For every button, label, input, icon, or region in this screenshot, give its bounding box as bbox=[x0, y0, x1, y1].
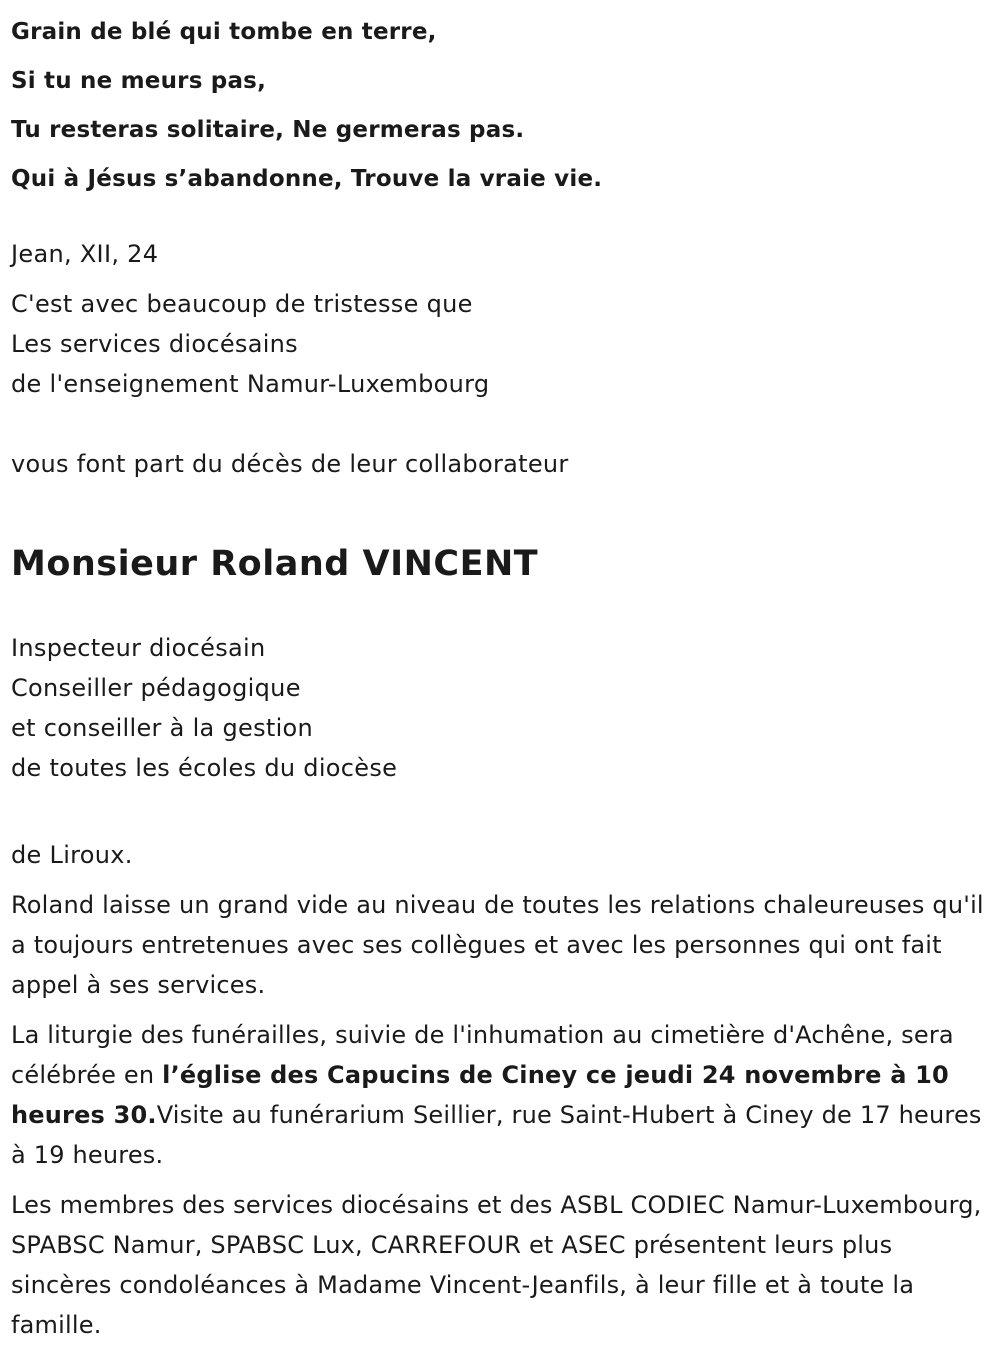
intro-block bbox=[11, 284, 991, 404]
verse-reference: Jean, XII, 24 bbox=[11, 240, 159, 268]
role-line-1: Inspecteur diocésain bbox=[11, 634, 266, 662]
roles-block bbox=[11, 628, 991, 788]
condolences-paragraph: Les membres des services diocésains et des ASBL CODIEC Namur-Luxembourg, SPABSC Namur, SPABSC Lux, CARREFOUR et ASEC présentent leurs plus sincères condoléances à Madame Vincent-Jeanfils, à leur fille et à toute la famille. bbox=[11, 1191, 982, 1339]
tribute-paragraph: Roland laisse un grand vide au niveau de toutes les relations chaleureuses qu'il a toujours entretenues avec ses collègues et avec les personnes qui ont fait appel à ses services. bbox=[11, 891, 984, 999]
verse-line-3: Tu resteras solitaire, Ne germeras pas. bbox=[11, 117, 525, 143]
role-line-4: de toutes les écoles du diocèse bbox=[11, 754, 398, 782]
funeral-text-intro: La liturgie des funérailles, suivie de l'inhumation au cimetière d'Achêne, sera célébrée en bbox=[11, 1021, 954, 1089]
role-line-3: et conseiller à la gestion bbox=[11, 714, 314, 742]
funeral-paragraph bbox=[11, 1015, 991, 1175]
funeral-location-time: l’église des Capucins de Ciney ce jeudi 24 novembre à 10 heures 30. bbox=[11, 1061, 949, 1129]
scripture-verse bbox=[11, 0, 991, 204]
verse-line-1: Grain de blé qui tombe en terre, bbox=[11, 19, 437, 45]
role-line-2: Conseiller pédagogique bbox=[11, 674, 301, 702]
funeral-visit-info: Visite au funérarium Seillier, rue Saint-Hubert à Ciney de 17 heures à 19 heures. bbox=[11, 1101, 982, 1169]
intro-line-1: C'est avec beaucoup de tristesse que bbox=[11, 290, 473, 318]
obituary-notice bbox=[11, 0, 991, 1345]
deceased-name: Monsieur Roland VINCENT bbox=[11, 544, 539, 584]
announcement-line: vous font part du décès de leur collaborateur bbox=[11, 450, 569, 478]
verse-line-2: Si tu ne meurs pas, bbox=[11, 68, 267, 94]
intro-line-3: de l'enseignement Namur-Luxembourg bbox=[11, 370, 490, 398]
intro-line-2: Les services diocésains bbox=[11, 330, 298, 358]
verse-line-4: Qui à Jésus s’abandonne, Trouve la vraie vie. bbox=[11, 166, 603, 192]
origin-line: de Liroux. bbox=[11, 841, 133, 869]
